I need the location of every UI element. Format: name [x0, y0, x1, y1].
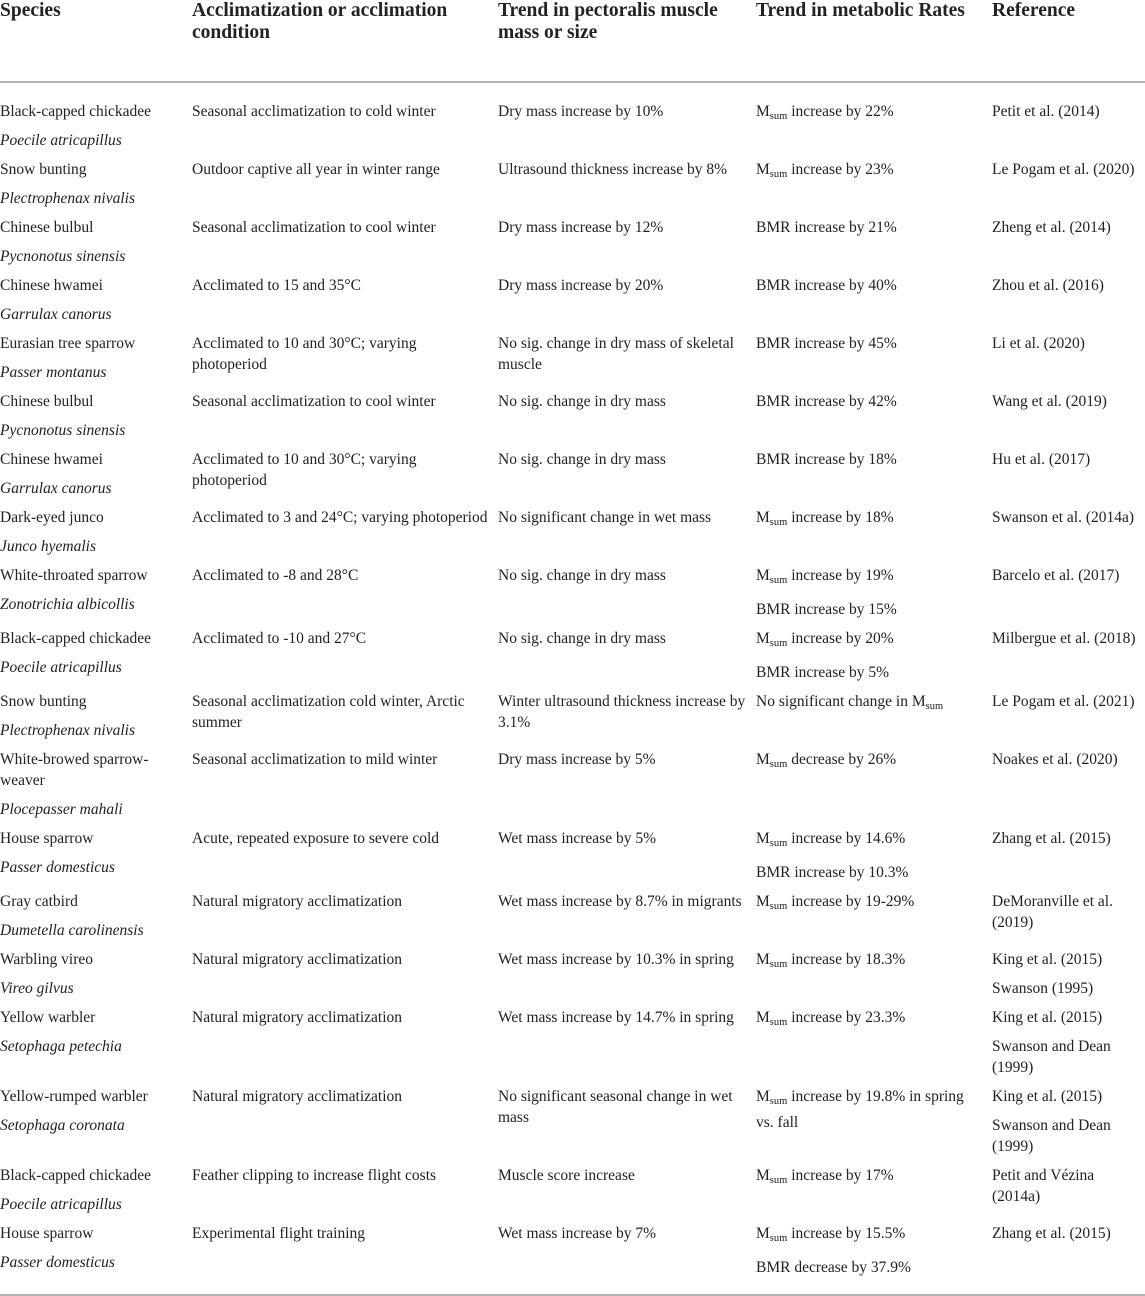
- metabolic-trend-line: [756, 565, 984, 591]
- muscle-trend-cell: [498, 628, 756, 691]
- reference-cell: [992, 1086, 1145, 1165]
- metabolic-rate-subscript: sum: [769, 111, 788, 122]
- species-scientific-name: Plectrophenax nivalis: [0, 722, 136, 739]
- metabolic-trend-line: [756, 333, 984, 354]
- condition-text: Seasonal acclimatization to cool winter: [192, 393, 436, 410]
- reference-text: Milbergue et al. (2018): [992, 630, 1136, 647]
- metabolic-trend-text: BMR increase by 42%: [756, 393, 897, 410]
- metabolic-trend-line: [756, 828, 984, 854]
- condition-cell: [192, 82, 498, 159]
- metabolic-trend-line: [756, 217, 984, 238]
- muscle-trend-text: Dry mass increase by 12%: [498, 219, 664, 236]
- muscle-trend-text: Winter ultrasound thickness increase by 3.1%: [498, 693, 746, 731]
- condition-text: Acclimated to -10 and 27°C: [192, 630, 367, 647]
- metabolic-trend-cell: [756, 1223, 992, 1295]
- metabolic-trend-text: increase by 14.6%: [787, 830, 906, 847]
- condition-text: Natural migratory acclimatization: [192, 1009, 403, 1026]
- reference-text: Hu et al. (2017): [992, 451, 1091, 468]
- metabolic-trend-text: increase by 18.3%: [787, 951, 906, 968]
- reference-cell: [992, 275, 1145, 333]
- condition-text: Experimental flight training: [192, 1225, 366, 1242]
- header-species: Species: [0, 0, 192, 82]
- reference-cell: [992, 1165, 1145, 1223]
- muscle-trend-text: No sig. change in dry mass: [498, 567, 666, 584]
- species-common-name: Yellow-rumped warbler: [0, 1088, 148, 1105]
- metabolic-trend-text: BMR decrease by 37.9%: [756, 1259, 911, 1276]
- table-row: [0, 749, 1145, 828]
- metabolic-rate-subscript: sum: [769, 1233, 788, 1244]
- species-common-name: White-browed sparrow-weaver: [0, 751, 149, 789]
- species-scientific-name: Pycnonotus sinensis: [0, 248, 126, 265]
- species-cell: [0, 1165, 192, 1223]
- species-scientific-name: Poecile atricapillus: [0, 1196, 122, 1213]
- metabolic-rate-symbol: M: [756, 1225, 770, 1242]
- metabolic-trend-text: increase by 15.5%: [787, 1225, 906, 1242]
- table-row: [0, 391, 1145, 449]
- reference-cell: [992, 691, 1145, 749]
- table-row: [0, 691, 1145, 749]
- metabolic-trend-text: BMR increase by 21%: [756, 219, 897, 236]
- metabolic-trend-text: decrease by 26%: [787, 751, 897, 768]
- metabolic-rate-symbol: M: [756, 103, 770, 120]
- species-scientific-name: Setophaga petechia: [0, 1038, 122, 1055]
- muscle-trend-cell: [498, 449, 756, 507]
- species-cell: [0, 828, 192, 891]
- muscle-trend-cell: [498, 1086, 756, 1165]
- table-row: [0, 1007, 1145, 1086]
- reference-text: Petit et al. (2014): [992, 103, 1100, 120]
- species-cell: [0, 391, 192, 449]
- species-cell: [0, 217, 192, 275]
- species-cell: [0, 82, 192, 159]
- muscle-trend-cell: [498, 159, 756, 217]
- species-cell: [0, 749, 192, 828]
- metabolic-trend-text: increase by 18%: [787, 509, 894, 526]
- condition-text: Natural migratory acclimatization: [192, 1088, 403, 1105]
- muscle-trend-text: Muscle score increase: [498, 1167, 635, 1184]
- muscle-trend-cell: [498, 333, 756, 391]
- condition-cell: [192, 275, 498, 333]
- reference-cell: [992, 828, 1145, 891]
- species-common-name: Gray catbird: [0, 893, 78, 910]
- muscle-trend-cell: [498, 691, 756, 749]
- condition-text: Natural migratory acclimatization: [192, 893, 403, 910]
- table-row: [0, 507, 1145, 565]
- metabolic-trend-line: [756, 628, 984, 654]
- condition-cell: [192, 891, 498, 949]
- condition-cell: [192, 828, 498, 891]
- metabolic-rate-symbol: M: [756, 567, 770, 584]
- metabolic-trend-text: increase by 20%: [787, 630, 894, 647]
- metabolic-trend-line: [756, 662, 984, 683]
- condition-cell: [192, 1223, 498, 1295]
- muscle-trend-cell: [498, 1165, 756, 1223]
- muscle-trend-cell: [498, 1223, 756, 1295]
- muscle-trend-text: Wet mass increase by 7%: [498, 1225, 657, 1242]
- species-scientific-name: Garrulax canorus: [0, 306, 112, 323]
- species-cell: [0, 1223, 192, 1295]
- table-header: [0, 0, 1145, 82]
- species-cell: [0, 565, 192, 628]
- header-condition: Acclimatization or acclimation condition: [192, 0, 498, 82]
- metabolic-trend-text: increase by 23.3%: [787, 1009, 906, 1026]
- condition-cell: [192, 565, 498, 628]
- species-common-name: Snow bunting: [0, 693, 87, 710]
- metabolic-trend-line: [756, 1165, 984, 1191]
- table-row: [0, 891, 1145, 949]
- reference-text: Swanson and Dean (1999): [992, 1038, 1111, 1076]
- metabolic-trend-line: [756, 862, 984, 883]
- metabolic-rate-symbol: M: [756, 1167, 770, 1184]
- muscle-trend-text: No significant seasonal change in wet mass: [498, 1088, 733, 1126]
- species-scientific-name: Poecile atricapillus: [0, 132, 122, 149]
- reference-cell: [992, 628, 1145, 691]
- condition-text: Acclimated to 10 and 30°C; varying photoperiod: [192, 451, 417, 489]
- species-common-name: Yellow warbler: [0, 1009, 96, 1026]
- table-row: [0, 159, 1145, 217]
- metabolic-trend-cell: [756, 1086, 992, 1165]
- reference-cell: [992, 565, 1145, 628]
- condition-text: Seasonal acclimatization to mild winter: [192, 751, 438, 768]
- species-scientific-name: Pycnonotus sinensis: [0, 422, 126, 439]
- metabolic-trend-text: BMR increase by 18%: [756, 451, 897, 468]
- condition-cell: [192, 1165, 498, 1223]
- reference-text: Noakes et al. (2020): [992, 751, 1118, 768]
- species-scientific-name: Plectrophenax nivalis: [0, 190, 136, 207]
- muscle-trend-text: No significant change in wet mass: [498, 509, 712, 526]
- muscle-trend-cell: [498, 891, 756, 949]
- table-row: [0, 1086, 1145, 1165]
- muscle-trend-cell: [498, 275, 756, 333]
- reference-text: King et al. (2015): [992, 951, 1103, 968]
- reference-text: Li et al. (2020): [992, 335, 1085, 352]
- condition-text: Seasonal acclimatization cold winter, Arctic summer: [192, 693, 465, 731]
- condition-text: Seasonal acclimatization to cool winter: [192, 219, 436, 236]
- table-row: [0, 949, 1145, 1007]
- species-cell: [0, 949, 192, 1007]
- reference-text: Swanson (1995): [992, 980, 1094, 997]
- reference-text: King et al. (2015): [992, 1088, 1103, 1105]
- metabolic-rate-subscript: sum: [769, 638, 788, 649]
- species-common-name: Black-capped chickadee: [0, 103, 152, 120]
- metabolic-trend-cell: [756, 749, 992, 828]
- muscle-trend-text: Wet mass increase by 10.3% in spring: [498, 951, 734, 968]
- reference-text: Petit and Vézina (2014a): [992, 1167, 1095, 1205]
- muscle-trend-cell: [498, 391, 756, 449]
- reference-cell: [992, 1007, 1145, 1086]
- muscle-trend-text: Dry mass increase by 20%: [498, 277, 664, 294]
- species-common-name: House sparrow: [0, 830, 94, 847]
- species-scientific-name: Zonotrichia albicollis: [0, 596, 135, 613]
- metabolic-trend-text: increase by 19-29%: [787, 893, 915, 910]
- muscle-trend-cell: [498, 828, 756, 891]
- table-row: [0, 217, 1145, 275]
- species-cell: [0, 628, 192, 691]
- reference-text: Barcelo et al. (2017): [992, 567, 1120, 584]
- condition-cell: [192, 691, 498, 749]
- species-cell: [0, 159, 192, 217]
- reference-cell: [992, 82, 1145, 159]
- table-row: [0, 628, 1145, 691]
- metabolic-trend-cell: [756, 891, 992, 949]
- metabolic-trend-line: [756, 1223, 984, 1249]
- muscle-trend-text: Wet mass increase by 14.7% in spring: [498, 1009, 734, 1026]
- condition-text: Feather clipping to increase flight costs: [192, 1167, 437, 1184]
- muscle-trend-cell: [498, 82, 756, 159]
- metabolic-rate-subscript: sum: [769, 901, 788, 912]
- reference-cell: [992, 449, 1145, 507]
- muscle-trend-text: Dry mass increase by 5%: [498, 751, 656, 768]
- muscle-trend-cell: [498, 217, 756, 275]
- metabolic-trend-cell: [756, 628, 992, 691]
- metabolic-trend-line: [756, 1086, 984, 1133]
- species-cell: [0, 691, 192, 749]
- metabolic-trend-cell: [756, 1007, 992, 1086]
- reference-text: Swanson et al. (2014a): [992, 509, 1135, 526]
- metabolic-trend-line: [756, 949, 984, 975]
- metabolic-rate-symbol: M: [756, 1088, 770, 1105]
- condition-cell: [192, 449, 498, 507]
- species-common-name: House sparrow: [0, 1225, 94, 1242]
- metabolic-trend-text: increase by 23%: [787, 161, 894, 178]
- species-scientific-name: Passer domesticus: [0, 859, 115, 876]
- species-scientific-name: Passer domesticus: [0, 1254, 115, 1271]
- metabolic-trend-cell: [756, 82, 992, 159]
- header-metabolic-trend: Trend in metabolic Rates: [756, 0, 992, 82]
- reference-text: Zhang et al. (2015): [992, 1225, 1111, 1242]
- metabolic-trend-cell: [756, 828, 992, 891]
- metabolic-trend-text: BMR increase by 5%: [756, 664, 890, 681]
- species-cell: [0, 891, 192, 949]
- species-common-name: Chinese hwamei: [0, 277, 103, 294]
- species-cell: [0, 333, 192, 391]
- reference-text: Zhang et al. (2015): [992, 830, 1111, 847]
- table-row: [0, 82, 1145, 159]
- metabolic-rate-subscript: sum: [769, 1096, 788, 1107]
- muscle-trend-text: Ultrasound thickness increase by 8%: [498, 161, 727, 178]
- table-row: [0, 449, 1145, 507]
- muscle-trend-text: Dry mass increase by 10%: [498, 103, 664, 120]
- metabolic-trend-line: [756, 891, 984, 917]
- reference-cell: [992, 391, 1145, 449]
- reference-cell: [992, 749, 1145, 828]
- species-cell: [0, 1086, 192, 1165]
- muscle-trend-cell: [498, 565, 756, 628]
- reference-cell: [992, 891, 1145, 949]
- header-reference: Reference: [992, 0, 1145, 82]
- condition-cell: [192, 391, 498, 449]
- species-cell: [0, 449, 192, 507]
- metabolic-trend-cell: [756, 949, 992, 1007]
- metabolic-rate-subscript: sum: [925, 701, 944, 712]
- species-common-name: Warbling vireo: [0, 951, 94, 968]
- muscle-trend-text: No sig. change in dry mass: [498, 393, 666, 410]
- condition-text: Acclimated to 15 and 35°C: [192, 277, 361, 294]
- reference-text: Zhou et al. (2016): [992, 277, 1104, 294]
- condition-text: Acclimated to -8 and 28°C: [192, 567, 359, 584]
- condition-cell: [192, 1007, 498, 1086]
- table-row: [0, 565, 1145, 628]
- condition-cell: [192, 628, 498, 691]
- table-body: [0, 82, 1145, 1295]
- metabolic-rate-subscript: sum: [769, 169, 788, 180]
- metabolic-trend-cell: [756, 333, 992, 391]
- metabolic-rate-subscript: sum: [769, 1175, 788, 1186]
- species-common-name: Chinese hwamei: [0, 451, 103, 468]
- metabolic-trend-text: BMR increase by 40%: [756, 277, 897, 294]
- species-cell: [0, 275, 192, 333]
- metabolic-trend-line: [756, 391, 984, 412]
- metabolic-trend-cell: [756, 507, 992, 565]
- muscle-trend-text: No sig. change in dry mass of skeletal muscle: [498, 335, 734, 373]
- metabolic-trend-line: [756, 159, 984, 185]
- species-scientific-name: Poecile atricapillus: [0, 659, 122, 676]
- muscle-trend-cell: [498, 507, 756, 565]
- species-common-name: Snow bunting: [0, 161, 87, 178]
- reference-text: Swanson and Dean (1999): [992, 1117, 1111, 1155]
- metabolic-trend-text: BMR increase by 15%: [756, 601, 897, 618]
- condition-text: Outdoor captive all year in winter range: [192, 161, 440, 178]
- species-scientific-name: Garrulax canorus: [0, 480, 112, 497]
- species-common-name: Eurasian tree sparrow: [0, 335, 136, 352]
- metabolic-trend-line: [756, 449, 984, 470]
- condition-cell: [192, 507, 498, 565]
- metabolic-rate-subscript: sum: [769, 959, 788, 970]
- metabolic-rate-subscript: sum: [769, 517, 788, 528]
- metabolic-trend-line: [756, 507, 984, 533]
- species-scientific-name: Setophaga coronata: [0, 1117, 125, 1134]
- species-common-name: White-throated sparrow: [0, 567, 148, 584]
- reference-cell: [992, 159, 1145, 217]
- reference-cell: [992, 217, 1145, 275]
- metabolic-rate-subscript: sum: [769, 1017, 788, 1028]
- reference-text: Wang et al. (2019): [992, 393, 1107, 410]
- metabolic-rate-subscript: sum: [769, 575, 788, 586]
- condition-cell: [192, 217, 498, 275]
- condition-cell: [192, 159, 498, 217]
- metabolic-trend-cell: [756, 391, 992, 449]
- reference-text: DeMoranville et al. (2019): [992, 893, 1113, 931]
- header-muscle-trend: Trend in pectoralis muscle mass or size: [498, 0, 756, 82]
- metabolic-trend-text: BMR increase by 45%: [756, 335, 897, 352]
- condition-text: Natural migratory acclimatization: [192, 951, 403, 968]
- metabolic-trend-text: increase by 17%: [787, 1167, 894, 1184]
- metabolic-trend-cell: [756, 275, 992, 333]
- muscle-trend-text: No sig. change in dry mass: [498, 451, 666, 468]
- metabolic-rate-subscript: sum: [769, 838, 788, 849]
- condition-cell: [192, 1086, 498, 1165]
- metabolic-rate-symbol: M: [756, 951, 770, 968]
- table-row: [0, 828, 1145, 891]
- species-common-name: Dark-eyed junco: [0, 509, 104, 526]
- metabolic-rate-symbol: M: [756, 161, 770, 178]
- metabolic-rate-subscript: sum: [769, 759, 788, 770]
- species-common-name: Chinese bulbul: [0, 219, 94, 236]
- condition-cell: [192, 949, 498, 1007]
- species-scientific-name: Plocepasser mahali: [0, 801, 123, 818]
- metabolic-rate-symbol: M: [756, 630, 770, 647]
- reference-text: Le Pogam et al. (2021): [992, 693, 1135, 710]
- muscle-trend-text: Wet mass increase by 8.7% in migrants: [498, 893, 742, 910]
- condition-cell: [192, 333, 498, 391]
- metabolic-trend-text: increase by 22%: [787, 103, 894, 120]
- metabolic-trend-line: [756, 101, 984, 127]
- metabolic-rate-symbol: M: [756, 509, 770, 526]
- metabolic-trend-cell: [756, 217, 992, 275]
- metabolic-rate-symbol: M: [756, 893, 770, 910]
- header-row: [0, 0, 1145, 82]
- metabolic-trend-cell: [756, 159, 992, 217]
- table-row: [0, 333, 1145, 391]
- metabolic-rate-symbol: M: [756, 830, 770, 847]
- metabolic-trend-line: [756, 749, 984, 775]
- species-scientific-name: Passer montanus: [0, 364, 107, 381]
- condition-cell: [192, 749, 498, 828]
- species-common-name: Black-capped chickadee: [0, 1167, 152, 1184]
- metabolic-trend-line: [756, 599, 984, 620]
- muscle-trend-cell: [498, 749, 756, 828]
- muscle-trend-cell: [498, 1007, 756, 1086]
- metabolic-rate-symbol: No significant change in M: [756, 693, 926, 710]
- species-scientific-name: Vireo gilvus: [0, 980, 74, 997]
- muscle-trend-text: Wet mass increase by 5%: [498, 830, 657, 847]
- species-scientific-name: Dumetella carolinensis: [0, 922, 144, 939]
- reference-cell: [992, 507, 1145, 565]
- table-row: [0, 1165, 1145, 1223]
- metabolic-trend-cell: [756, 1165, 992, 1223]
- metabolic-trend-line: [756, 275, 984, 296]
- table-row: [0, 275, 1145, 333]
- species-scientific-name: Junco hyemalis: [0, 538, 96, 555]
- metabolic-rate-symbol: M: [756, 1009, 770, 1026]
- metabolic-trend-text: increase by 19%: [787, 567, 894, 584]
- condition-text: Acclimated to 3 and 24°C; varying photoperiod: [192, 509, 488, 526]
- species-common-name: Black-capped chickadee: [0, 630, 152, 647]
- reference-text: King et al. (2015): [992, 1009, 1103, 1026]
- metabolic-rate-symbol: M: [756, 751, 770, 768]
- muscle-trend-text: No sig. change in dry mass: [498, 630, 666, 647]
- metabolic-trend-line: [756, 1007, 984, 1033]
- species-cell: [0, 507, 192, 565]
- reference-cell: [992, 949, 1145, 1007]
- condition-text: Seasonal acclimatization to cold winter: [192, 103, 436, 120]
- metabolic-trend-line: [756, 1257, 984, 1278]
- metabolic-trend-text: increase by 19.8% in spring vs. fall: [756, 1088, 964, 1131]
- reference-cell: [992, 333, 1145, 391]
- metabolic-trend-line: [756, 691, 984, 717]
- condition-text: Acute, repeated exposure to severe cold: [192, 830, 440, 847]
- metabolic-trend-text: BMR increase by 10.3%: [756, 864, 909, 881]
- species-common-name: Chinese bulbul: [0, 393, 94, 410]
- reference-text: Zheng et al. (2014): [992, 219, 1111, 236]
- metabolic-trend-cell: [756, 565, 992, 628]
- condition-text: Acclimated to 10 and 30°C; varying photoperiod: [192, 335, 417, 373]
- muscle-trend-cell: [498, 949, 756, 1007]
- metabolic-trend-cell: [756, 691, 992, 749]
- metabolic-trend-cell: [756, 449, 992, 507]
- species-cell: [0, 1007, 192, 1086]
- reference-text: Le Pogam et al. (2020): [992, 161, 1135, 178]
- table-row: [0, 1223, 1145, 1295]
- reference-cell: [992, 1223, 1145, 1295]
